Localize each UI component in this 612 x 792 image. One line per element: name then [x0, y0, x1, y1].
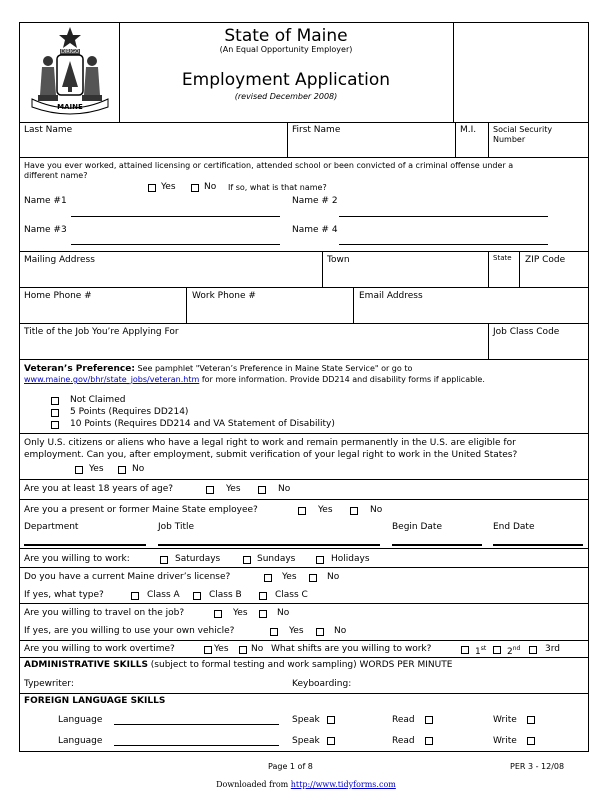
shift-2-suffix: nd — [512, 645, 521, 652]
form-title: Employment Application — [181, 70, 391, 90]
work-phone-label[interactable]: Work Phone # — [192, 291, 256, 301]
name-divider-3 — [488, 123, 489, 158]
vehicle-no-label: No — [334, 626, 347, 636]
department-input[interactable] — [24, 544, 146, 546]
state-employee-yes-checkbox[interactable] — [298, 507, 306, 515]
age-yes-label: Yes — [226, 484, 241, 494]
shift-1-number: 1 — [475, 647, 481, 657]
header-subtitle: (An Equal Opportunity Employer) — [219, 45, 353, 54]
veteran-5-points-checkbox[interactable] — [51, 409, 59, 417]
shift-3-checkbox[interactable] — [529, 646, 537, 654]
shift-1-checkbox[interactable] — [461, 646, 469, 654]
admin-skills-note: (subject to formal testing and work sampling) WORDS PER MINUTE — [147, 660, 453, 670]
license-no-checkbox[interactable] — [309, 574, 317, 582]
holidays-label: Holidays — [331, 554, 370, 564]
class-a-label: Class A — [147, 590, 180, 600]
admin-skills-heading: ADMINISTRATIVE SKILLS — [24, 660, 148, 670]
begin-date-label: Begin Date — [392, 522, 443, 532]
phone-row — [19, 288, 589, 324]
seal-motto: DIRIGO — [60, 49, 80, 55]
class-b-checkbox[interactable] — [193, 592, 201, 600]
department-label: Department — [24, 522, 79, 532]
download-url[interactable]: http://www.tidyforms.com — [290, 780, 396, 789]
home-phone-label[interactable]: Home Phone # — [24, 291, 92, 301]
language-1-input[interactable] — [114, 724, 279, 725]
phone-divider-1 — [186, 288, 187, 324]
ssn-label-1: Social Security — [493, 125, 553, 134]
shift-1-label — [475, 643, 486, 658]
revised-date: (revised December 2008) — [234, 92, 338, 101]
download-text: Downloaded from — [216, 780, 289, 789]
veteran-text-2 — [24, 375, 485, 385]
veteran-opt3-label: 10 Points (Requires DD214 and VA Statement of Disability) — [70, 419, 335, 429]
mi-label: M.I. — [460, 125, 477, 135]
language-2-label: Language — [58, 736, 103, 746]
other-names-yes-label: Yes — [161, 182, 176, 192]
speak-1-label: Speak — [292, 715, 320, 725]
vehicle-yes-checkbox[interactable] — [270, 628, 278, 636]
class-c-checkbox[interactable] — [259, 592, 267, 600]
seal-name: MAINE — [57, 103, 83, 111]
veteran-text: See pamphlet "Veteran’s Preference in Maine State Service" or go to — [134, 364, 413, 373]
read-1-checkbox[interactable] — [425, 716, 433, 724]
email-label[interactable]: Email Address — [359, 291, 423, 301]
travel-no-label: No — [277, 608, 290, 618]
admin-skills-text — [24, 660, 452, 671]
veteran-opt1-label: Not Claimed — [70, 395, 126, 405]
citizenship-yes-checkbox[interactable] — [75, 466, 83, 474]
job-divider — [488, 324, 489, 360]
keyboarding-label[interactable]: Keyboarding: — [292, 679, 352, 689]
language-2-input[interactable] — [114, 745, 279, 746]
overtime-yes-checkbox[interactable] — [204, 646, 212, 654]
license-type-question: If yes, what type? — [24, 590, 104, 600]
citizenship-no-checkbox[interactable] — [118, 466, 126, 474]
other-names-if-so: If so, what is that name? — [228, 183, 327, 192]
saturdays-label: Saturdays — [175, 554, 221, 564]
veteran-opt2-label: 5 Points (Requires DD214) — [70, 407, 189, 417]
overtime-yes-label: Yes — [214, 644, 229, 654]
state-employee-no-label: No — [370, 505, 383, 515]
name-divider-1 — [287, 123, 288, 158]
read-1-label: Read — [392, 715, 415, 725]
citizenship-yes-label: Yes — [89, 464, 104, 474]
job-class-code-label[interactable]: Job Class Code — [493, 327, 560, 337]
willing-work-question: Are you willing to work: — [24, 554, 130, 564]
write-1-label: Write — [493, 715, 517, 725]
read-2-checkbox[interactable] — [425, 737, 433, 745]
speak-2-label: Speak — [292, 736, 320, 746]
shift-3-label: 3rd — [545, 644, 560, 654]
address-divider-1 — [322, 252, 323, 288]
license-yes-checkbox[interactable] — [264, 574, 272, 582]
saturdays-checkbox[interactable] — [160, 556, 168, 564]
typewriter-label[interactable]: Typewriter: — [24, 679, 74, 689]
name1-label: Name #1 — [24, 196, 67, 206]
other-names-no-checkbox[interactable] — [191, 184, 199, 192]
last-name-label: Last Name — [24, 125, 73, 135]
sundays-checkbox[interactable] — [243, 556, 251, 564]
other-names-question-1: Have you ever worked, attained licensing or certification, attended school or been convicted of a criminal offense under a — [24, 161, 514, 170]
address-divider-3 — [519, 252, 520, 288]
zip-label[interactable]: ZIP Code — [525, 255, 566, 265]
language-1-label: Language — [58, 715, 103, 725]
name4-input[interactable] — [339, 244, 548, 245]
shifts-question: What shifts are you willing to work? — [271, 644, 432, 654]
state-employee-yes-label: Yes — [318, 505, 333, 515]
town-label[interactable]: Town — [327, 255, 350, 265]
state-label[interactable]: State — [493, 254, 512, 262]
age-no-checkbox[interactable] — [258, 486, 266, 494]
job-title-label[interactable]: Title of the Job You’re Applying For — [24, 327, 179, 337]
job-title-2-input[interactable] — [158, 544, 380, 546]
shift-2-number: 2 — [507, 647, 513, 657]
veteran-10-points-checkbox[interactable] — [51, 421, 59, 429]
license-yes-label: Yes — [282, 572, 297, 582]
travel-question: Are you willing to travel on the job? — [24, 608, 185, 618]
citizenship-line-1: Only U.S. citizens or aliens who have a legal right to work and remain permanently in the U.S. are eligible for — [24, 438, 516, 448]
read-2-label: Read — [392, 736, 415, 746]
overtime-no-checkbox[interactable] — [239, 646, 247, 654]
overtime-question: Are you willing to work overtime? — [24, 644, 175, 654]
header-title: State of Maine — [224, 26, 348, 46]
form-id: PER 3 - 12/08 — [510, 762, 565, 771]
other-names-no-label: No — [204, 182, 217, 192]
veteran-text-cont: for more information. Provide DD214 and disability forms if applicable. — [199, 375, 485, 384]
write-1-checkbox[interactable] — [527, 716, 535, 724]
name3-label: Name #3 — [24, 225, 67, 235]
holidays-checkbox[interactable] — [316, 556, 324, 564]
write-2-label: Write — [493, 736, 517, 746]
license-question: Do you have a current Maine driver’s license? — [24, 572, 231, 582]
veteran-link[interactable]: www.maine.gov/bhr/state_jobs/veteran.htm — [24, 375, 200, 384]
address-divider-2 — [488, 252, 489, 288]
age-question: Are you at least 18 years of age? — [24, 484, 174, 494]
veteran-heading: Veteran’s Preference: — [24, 364, 135, 374]
speak-2-checkbox[interactable] — [327, 737, 335, 745]
state-employee-question: Are you a present or former Maine State employee? — [24, 505, 258, 515]
state-seal-icon — [26, 25, 114, 117]
begin-date-input[interactable] — [392, 544, 482, 546]
job-title-2-label: Job Title — [158, 522, 195, 532]
write-2-checkbox[interactable] — [527, 737, 535, 745]
download-source — [0, 780, 612, 790]
mailing-address-label[interactable]: Mailing Address — [24, 255, 95, 265]
end-date-input[interactable] — [493, 544, 583, 546]
ssn-label-2: Number — [493, 135, 526, 144]
veteran-not-claimed-checkbox[interactable] — [51, 397, 59, 405]
vehicle-question: If yes, are you willing to use your own vehicle? — [24, 626, 235, 636]
state-employee-no-checkbox[interactable] — [350, 507, 358, 515]
name2-label: Name # 2 — [292, 196, 338, 206]
shift-2-checkbox[interactable] — [493, 646, 501, 654]
shift-2-label — [507, 643, 520, 658]
class-b-label: Class B — [209, 590, 242, 600]
age-yes-checkbox[interactable] — [206, 486, 214, 494]
end-date-label: End Date — [493, 522, 535, 532]
other-names-question-2: different name? — [24, 171, 88, 180]
age-no-label: No — [278, 484, 291, 494]
foreign-language-heading: FOREIGN LANGUAGE SKILLS — [24, 696, 166, 706]
other-names-yes-checkbox[interactable] — [148, 184, 156, 192]
shift-1-suffix: st — [480, 645, 487, 652]
overtime-no-label: No — [251, 644, 264, 654]
name-divider-2 — [455, 123, 456, 158]
travel-yes-label: Yes — [233, 608, 248, 618]
travel-yes-checkbox[interactable] — [214, 610, 222, 618]
travel-no-checkbox[interactable] — [259, 610, 267, 618]
license-no-label: No — [327, 572, 340, 582]
citizenship-no-label: No — [132, 464, 145, 474]
vehicle-no-checkbox[interactable] — [316, 628, 324, 636]
header-divider-right — [453, 22, 454, 123]
speak-1-checkbox[interactable] — [327, 716, 335, 724]
name3-input[interactable] — [71, 244, 280, 245]
name4-label: Name # 4 — [292, 225, 338, 235]
name1-input[interactable] — [71, 216, 280, 217]
class-a-checkbox[interactable] — [131, 592, 139, 600]
phone-divider-2 — [353, 288, 354, 324]
first-name-label: First Name — [292, 125, 341, 135]
citizenship-line-2: employment. Can you, after employment, submit verification of your legal right to work in the United States? — [24, 450, 518, 460]
vehicle-yes-label: Yes — [289, 626, 304, 636]
veteran-text-1 — [24, 364, 412, 374]
sundays-label: Sundays — [257, 554, 296, 564]
class-c-label: Class C — [275, 590, 308, 600]
name2-input[interactable] — [339, 216, 548, 217]
page-number: Page 1 of 8 — [268, 762, 313, 771]
